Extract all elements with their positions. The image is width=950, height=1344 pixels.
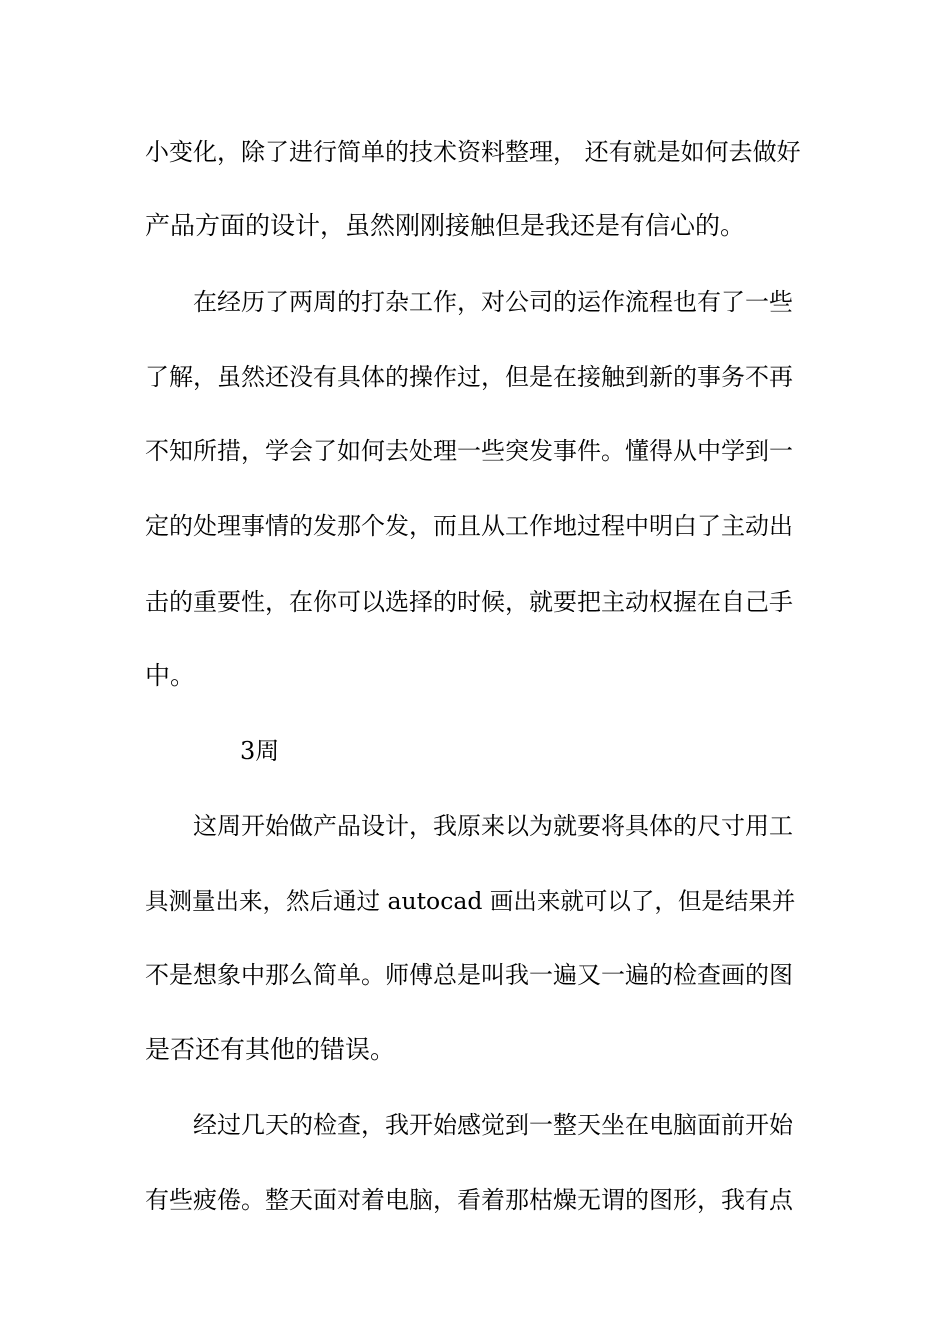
paragraph-line: 击的重要性，在你可以选择的时候，就要把主动权握在自己手 [145,588,793,616]
paragraph-line: 这周开始做产品设计，我原来以为就要将具体的尺寸用工 [193,812,793,840]
paragraph-line: 不是想象中那么简单。师傅总是叫我一遍又一遍的检查画的图 [145,961,793,989]
paragraph-line: 小变化，除了进行简单的技术资料整理， 还有就是如何去做好 [145,138,801,166]
section-heading: 3周 [240,737,280,765]
paragraph-line: 中。 [145,661,196,690]
paragraph-line: 具测量出来，然后通过 autocad 画出来就可以了，但是结果并 [145,887,796,915]
paragraph-line: 是否还有其他的错误。 [145,1035,396,1064]
paragraph-line: 产品方面的设计，虽然刚刚接触但是我还是有信心的。 [145,211,746,240]
paragraph-line: 定的处理事情的发那个发，而且从工作地过程中明白了主动出 [145,512,793,540]
paragraph-line: 了解，虽然还没有具体的操作过，但是在接触到新的事务不再 [145,363,793,391]
paragraph-line: 不知所措，学会了如何去处理一些突发事件。懂得从中学到一 [145,437,793,465]
paragraph-line: 在经历了两周的打杂工作，对公司的运作流程也有了一些 [193,288,793,316]
paragraph-line: 有些疲倦。整天面对着电脑，看着那枯燥无谓的图形，我有点 [145,1186,793,1214]
paragraph-line: 经过几天的检查，我开始感觉到一整天坐在电脑面前开始 [193,1111,793,1139]
